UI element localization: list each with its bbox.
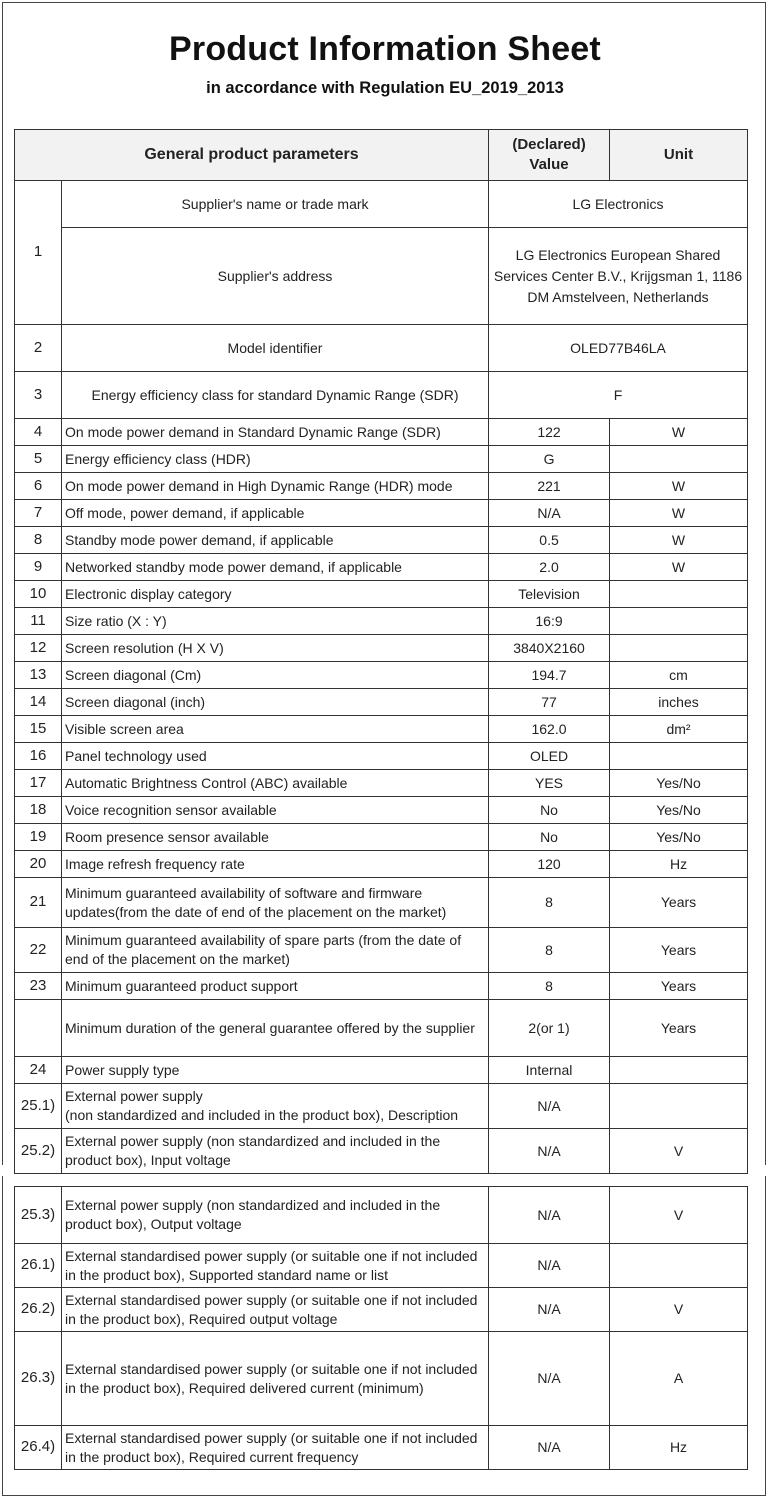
row-value: OLED77B46LA [489, 325, 748, 372]
row-unit [610, 581, 748, 608]
row-unit: inches [610, 689, 748, 716]
row-label: External standardised power supply (or suitable one if not included in the product box), Supported standard name or list [62, 1244, 489, 1288]
table-row [15, 446, 748, 473]
row-label: Panel technology used [62, 743, 489, 770]
row-label: External standardised power supply (or suitable one if not included in the product box), Required output voltage [62, 1288, 489, 1332]
table-row [15, 1288, 748, 1332]
row-value: OLED [489, 743, 610, 770]
table-row [15, 743, 748, 770]
row-unit: Yes/No [610, 824, 748, 851]
row-label: External power supply (non standardized and included in the product box), Output voltage [62, 1187, 489, 1244]
row-value: 77 [489, 689, 610, 716]
row-number: 19 [15, 824, 62, 851]
row-number: 13 [15, 662, 62, 689]
row-number: 23 [15, 973, 62, 1000]
table-row [15, 527, 748, 554]
header-unit: Unit [610, 130, 748, 181]
row-value: N/A [489, 1129, 610, 1174]
table-row [15, 473, 748, 500]
table-row [15, 635, 748, 662]
table-row [15, 1426, 748, 1470]
row-label: Screen diagonal (Cm) [62, 662, 489, 689]
row-label: Size ratio (X : Y) [62, 608, 489, 635]
row-number: 14 [15, 689, 62, 716]
row-unit: Years [610, 1000, 748, 1057]
row-value: YES [489, 770, 610, 797]
row-value: 8 [489, 973, 610, 1000]
row-unit: Years [610, 928, 748, 973]
row-value: G [489, 446, 610, 473]
row-unit: Years [610, 878, 748, 928]
row-unit: W [610, 527, 748, 554]
table-row [15, 770, 748, 797]
row-label: External standardised power supply (or suitable one if not included in the product box), Required delivered current (minimum) [62, 1332, 489, 1426]
page-title: Product Information Sheet [169, 30, 601, 68]
row-number: 11 [15, 608, 62, 635]
row-value: N/A [489, 1084, 610, 1129]
row-number: 7 [15, 500, 62, 527]
row-label: Minimum duration of the general guarantee offered by the supplier [62, 1000, 489, 1057]
row-label: Minimum guaranteed availability of software and firmware updates(from the date of end of the placement on the market) [62, 878, 489, 928]
header-parameters: General product parameters [15, 130, 489, 181]
row-value: No [489, 824, 610, 851]
row-value: N/A [489, 1187, 610, 1244]
table-row [15, 878, 748, 928]
row-number: 8 [15, 527, 62, 554]
row-number: 18 [15, 797, 62, 824]
table-row [15, 554, 748, 581]
row-value: N/A [489, 1426, 610, 1470]
row-number: 20 [15, 851, 62, 878]
row-label: Energy efficiency class (HDR) [62, 446, 489, 473]
row-value: 8 [489, 928, 610, 973]
table-row [15, 181, 748, 228]
row-value: Television [489, 581, 610, 608]
row-unit: cm [610, 662, 748, 689]
row-number: 26.4) [15, 1426, 62, 1470]
row-number: 5 [15, 446, 62, 473]
table-row [15, 928, 748, 973]
row-value: 16:9 [489, 608, 610, 635]
table-row [15, 325, 748, 372]
table-row [15, 1084, 748, 1129]
table-row [15, 851, 748, 878]
row-unit: V [610, 1288, 748, 1332]
row-number: 21 [15, 878, 62, 928]
row-label: External power supply (non standardized and included in the product box), Input voltage [62, 1129, 489, 1174]
table-row [15, 689, 748, 716]
row-unit: V [610, 1129, 748, 1174]
row-unit: A [610, 1332, 748, 1426]
row-label: Standby mode power demand, if applicable [62, 527, 489, 554]
table-row [15, 372, 748, 419]
row-value: 221 [489, 473, 610, 500]
row-label: Supplier's name or trade mark [62, 181, 489, 228]
table-row [15, 1244, 748, 1288]
row-unit: W [610, 554, 748, 581]
row-label: Minimum guaranteed availability of spare parts (from the date of end of the placement on the market) [62, 928, 489, 973]
row-number: 3 [15, 372, 62, 419]
row-label: Power supply type [62, 1057, 489, 1084]
row-value: F [489, 372, 748, 419]
row-label: External standardised power supply (or suitable one if not included in the product box), Required current frequency [62, 1426, 489, 1470]
row-number: 4 [15, 419, 62, 446]
row-number: 6 [15, 473, 62, 500]
table-row [15, 419, 748, 446]
row-number: 25.1) [15, 1084, 62, 1129]
row-number: 16 [15, 743, 62, 770]
row-value: No [489, 797, 610, 824]
row-label: Model identifier [62, 325, 489, 372]
row-label: Off mode, power demand, if applicable [62, 500, 489, 527]
row-unit: Yes/No [610, 797, 748, 824]
row-label: Screen diagonal (inch) [62, 689, 489, 716]
row-unit [610, 1057, 748, 1084]
row-number: 26.2) [15, 1288, 62, 1332]
row-label: Automatic Brightness Control (ABC) available [62, 770, 489, 797]
row-value: 8 [489, 878, 610, 928]
row-unit [610, 1084, 748, 1129]
row-value: 0.5 [489, 527, 610, 554]
table-row [15, 500, 748, 527]
row-value: 120 [489, 851, 610, 878]
row-unit [610, 635, 748, 662]
table-row [15, 608, 748, 635]
row-number: 2 [15, 325, 62, 372]
table-row [15, 716, 748, 743]
row-number: 15 [15, 716, 62, 743]
row-number: 10 [15, 581, 62, 608]
row-unit: dm² [610, 716, 748, 743]
row-unit: Hz [610, 851, 748, 878]
row-value: N/A [489, 1244, 610, 1288]
row-label: Screen resolution (H X V) [62, 635, 489, 662]
row-label: Minimum guaranteed product support [62, 973, 489, 1000]
row-value: 2(or 1) [489, 1000, 610, 1057]
row-number: 24 [15, 1057, 62, 1084]
row-value: 194.7 [489, 662, 610, 689]
row-number: 25.2) [15, 1129, 62, 1174]
row-value: 122 [489, 419, 610, 446]
row-label: External power supply (non standardized and included in the product box), Description [62, 1084, 489, 1129]
table-row [15, 797, 748, 824]
row-label: Voice recognition sensor available [62, 797, 489, 824]
row-value: N/A [489, 500, 610, 527]
table-row [15, 581, 748, 608]
table-row [15, 1057, 748, 1084]
row-value: 162.0 [489, 716, 610, 743]
table-row [15, 1129, 748, 1174]
row-value: 2.0 [489, 554, 610, 581]
table-row [15, 824, 748, 851]
row-number: 1 [15, 181, 62, 325]
row-unit: Years [610, 973, 748, 1000]
row-number: 12 [15, 635, 62, 662]
table-row [15, 228, 748, 325]
row-label: Room presence sensor available [62, 824, 489, 851]
row-unit [610, 743, 748, 770]
table-row [15, 1332, 748, 1426]
row-unit [610, 446, 748, 473]
row-unit [610, 1244, 748, 1288]
row-value: LG Electronics [489, 181, 748, 228]
row-number: 9 [15, 554, 62, 581]
row-label: Supplier's address [62, 228, 489, 325]
row-number: 17 [15, 770, 62, 797]
table-row [15, 662, 748, 689]
row-label: Electronic display category [62, 581, 489, 608]
row-value: N/A [489, 1288, 610, 1332]
header-value: (Declared) Value [489, 130, 610, 181]
row-label: Networked standby mode power demand, if applicable [62, 554, 489, 581]
row-unit [610, 608, 748, 635]
row-value: Internal [489, 1057, 610, 1084]
row-value: 3840X2160 [489, 635, 610, 662]
row-label: On mode power demand in Standard Dynamic Range (SDR) [62, 419, 489, 446]
row-value: LG Electronics European Shared Services Center B.V., Krijgsman 1, 1186 DM Amstelveen, Netherlands [489, 228, 748, 325]
row-number: 25.3) [15, 1187, 62, 1244]
row-number: 22 [15, 928, 62, 973]
row-unit: W [610, 473, 748, 500]
row-unit: W [610, 500, 748, 527]
row-value: N/A [489, 1332, 610, 1426]
row-unit: V [610, 1187, 748, 1244]
table-row [15, 1000, 748, 1057]
page-subtitle: in accordance with Regulation EU_2019_2013 [206, 79, 564, 97]
table-row [15, 973, 748, 1000]
row-number [15, 1000, 62, 1057]
row-unit: W [610, 419, 748, 446]
row-unit: Yes/No [610, 770, 748, 797]
row-number: 26.1) [15, 1244, 62, 1288]
row-label: Energy efficiency class for standard Dynamic Range (SDR) [62, 372, 489, 419]
parameters-table [14, 129, 748, 1174]
row-label: On mode power demand in High Dynamic Range (HDR) mode [62, 473, 489, 500]
table-header-row [15, 130, 748, 181]
table-row [15, 1187, 748, 1244]
row-number: 26.3) [15, 1332, 62, 1426]
row-label: Visible screen area [62, 716, 489, 743]
row-label: Image refresh frequency rate [62, 851, 489, 878]
row-unit: Hz [610, 1426, 748, 1470]
parameters-table-continued [14, 1186, 748, 1470]
